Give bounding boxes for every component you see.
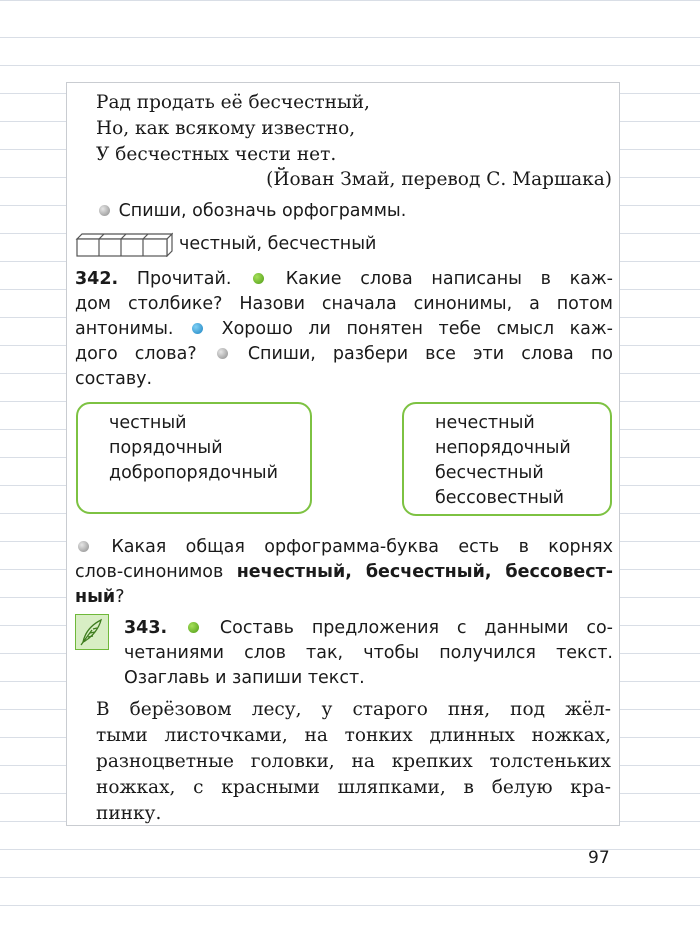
question-bold-words: нечестный, бесчестный, бессовест- [236, 562, 614, 582]
question-bold-words: ный [75, 587, 116, 607]
page-number: 97 [588, 848, 610, 868]
green-bullet-icon [188, 622, 199, 633]
content-panel [66, 82, 620, 826]
poem-line: Но, как всякому известно, [96, 118, 356, 139]
task-text: Спиши, разбери все эти слова по [247, 344, 613, 364]
task-342-line [75, 267, 613, 292]
story-line: разноцветные головки, на крепких толстеньких [96, 751, 611, 772]
word-item: нечестный [435, 413, 535, 433]
story-line: пинку. [96, 803, 162, 824]
green-bullet-icon [253, 273, 264, 284]
task-343-line: четаниями слов так, чтобы получился текст. [124, 643, 613, 663]
task-343-line: Озаглавь и запиши текст. [124, 668, 365, 688]
question-line [75, 535, 613, 560]
model-words: честный, бесчестный [179, 233, 377, 254]
task-text: Какие слова написаны в каж- [285, 269, 613, 289]
task-342-line [75, 342, 613, 367]
task-text: Составь предложения с данными со- [219, 618, 613, 638]
task-text: антонимы. [75, 319, 174, 339]
task-342-line [75, 317, 613, 342]
question-line [75, 560, 613, 585]
instruction-text: Спиши, обозначь орфограммы. [118, 201, 407, 221]
poem-line: У бесчестных чести нет. [96, 144, 337, 165]
task-342-line: составу. [75, 369, 153, 389]
gray-bullet-icon [78, 541, 89, 552]
poem-line: Рад продать её бесчестный, [96, 92, 370, 113]
question-line [75, 585, 613, 610]
word-item: непорядочный [435, 438, 571, 458]
copy-instruction [96, 199, 406, 224]
gray-bullet-icon [99, 205, 110, 216]
task-343 [124, 616, 613, 691]
story-text [96, 697, 611, 827]
word-item: порядочный [109, 438, 223, 458]
word-item: добропорядочный [109, 463, 278, 483]
question-text: ? [115, 587, 125, 607]
writing-pen-icon [75, 614, 109, 650]
question-text: Какая общая орфограмма-буква есть в корнях [111, 537, 613, 557]
task-342-line: дом столбике? Назови сначала синонимы, а потом [75, 294, 613, 314]
task-342 [75, 267, 613, 392]
task-text: Хорошо ли понятен тебе смысл каж- [221, 319, 613, 339]
question-text: слов-синонимов [75, 562, 237, 582]
antonyms-box [402, 402, 612, 516]
poem [96, 90, 370, 168]
word-item: бессовестный [435, 488, 565, 508]
blue-bullet-icon [192, 323, 203, 334]
task-343-line [124, 616, 613, 641]
story-line: тыми листочками, на тонких длинных ножках, [96, 725, 611, 746]
story-line: В берёзовом лесу, у старого пня, под жёл- [96, 699, 611, 720]
word-scheme-icon [75, 231, 173, 257]
gray-bullet-icon [217, 348, 228, 359]
word-item: бесчестный [435, 463, 544, 483]
word-item: честный [109, 413, 187, 433]
task-text: дого слова? [75, 344, 197, 364]
task-number: 343. [124, 618, 168, 638]
task-text: Прочитай. [136, 269, 232, 289]
word-scheme-row [75, 231, 376, 257]
task-number: 342. [75, 269, 119, 289]
synonyms-box [76, 402, 312, 514]
story-line: ножках, с красными шляпками, в белую кра- [96, 777, 611, 798]
poem-author: (Йован Змай, перевод С. Маршака) [266, 169, 612, 190]
question [75, 535, 613, 610]
